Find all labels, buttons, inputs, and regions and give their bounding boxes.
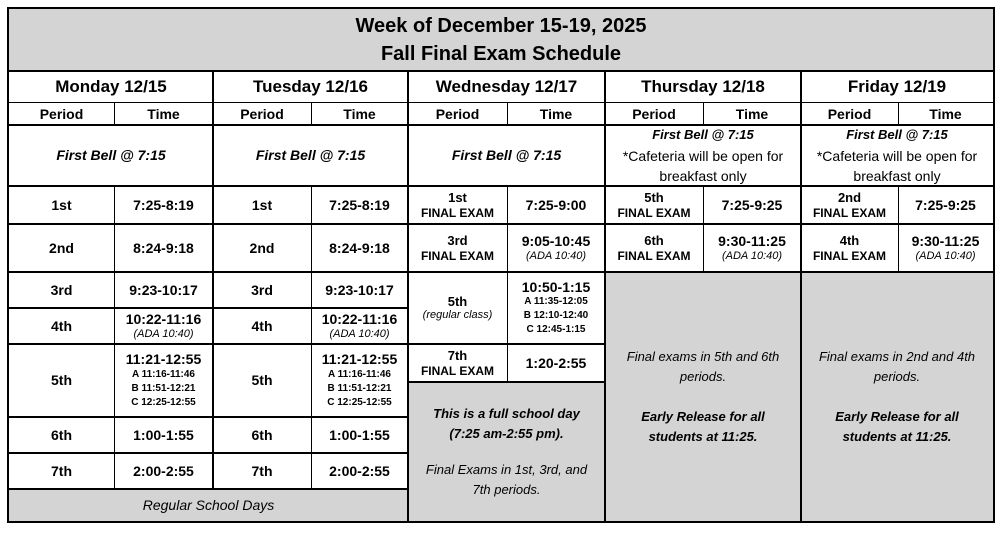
- friday-final-exam-4: FINAL EXAM: [812, 248, 887, 263]
- wednesday-time-7: 1:20-2:55: [525, 354, 587, 371]
- time-header: Time: [343, 105, 376, 122]
- tuesday-ada-note: (ADA 10:40): [329, 327, 390, 340]
- tuesday-time-5: 11:21-12:55: [321, 351, 398, 368]
- wednesday-lunch-b: B 12:10-12:40: [523, 310, 589, 322]
- grid-line: [9, 223, 408, 225]
- tuesday-time-3: 9:23-10:17: [325, 281, 394, 298]
- grid-line: [114, 186, 115, 489]
- friday-time-4-cell: [898, 224, 993, 272]
- wednesday-period-1-cell: [408, 186, 507, 224]
- grid-line: [212, 71, 214, 489]
- period-header: Period: [240, 105, 284, 122]
- monday-period-4: 4th: [51, 317, 72, 334]
- grid-line: [311, 186, 312, 489]
- thursday-final-exam-6: FINAL EXAM: [617, 248, 691, 263]
- tuesday-time-1: 7:25-8:19: [329, 196, 390, 213]
- thursday-period-5-cell: [605, 186, 703, 224]
- wednesday-lunch-c: C 12:45-1:15: [526, 324, 586, 336]
- grid-line: [604, 71, 606, 521]
- first-bell-thursday: First Bell @ 7:15: [652, 127, 754, 142]
- friday-time-2: 7:25-9:25: [915, 196, 976, 213]
- period-header: Period: [632, 105, 676, 122]
- tuesday-period-3: 3rd: [251, 281, 273, 298]
- tuesday-time-4-cell: [311, 308, 408, 344]
- monday-time-5: 11:21-12:55: [125, 351, 202, 368]
- wednesday-final-exam-1: FINAL EXAM: [420, 205, 495, 220]
- time-header: Time: [147, 105, 180, 122]
- tuesday-period-2: 2nd: [249, 239, 275, 256]
- wednesday-time-3: 9:05-10:45: [521, 233, 591, 249]
- grid-line: [898, 186, 899, 272]
- monday-period-6: 6th: [51, 426, 72, 443]
- period-header: Period: [435, 105, 480, 122]
- cafeteria-note-thursday: *Cafeteria will be open for breakfast only: [622, 147, 784, 184]
- wednesday-final-exam-3: FINAL EXAM: [420, 248, 495, 263]
- monday-time-1: 7:25-8:19: [133, 196, 194, 213]
- wednesday-time-5: 10:50-1:15: [521, 278, 591, 295]
- friday-early-release: Early Release for all students at 11:25.: [835, 408, 959, 444]
- grid-line: [703, 186, 704, 272]
- thursday-ada-note: (ADA 10:40): [721, 249, 783, 262]
- wednesday-final-exam-7: FINAL EXAM: [420, 363, 495, 378]
- grid-line: [407, 71, 409, 521]
- tuesday-lunch-b: B 11:51-12:21: [327, 382, 392, 394]
- monday-period-5: 5th: [51, 372, 72, 389]
- grid-line: [898, 103, 899, 125]
- monday-lunch-b: B 11:51-12:21: [131, 382, 196, 394]
- wednesday-lunch-a: A 11:35-12:05: [524, 296, 588, 308]
- monday-lunch-c: C 12:25-12:55: [131, 396, 196, 408]
- tuesday-time-6: 1:00-1:55: [329, 426, 390, 443]
- time-header: Time: [735, 105, 769, 122]
- monday-lunch-a: A 11:16-11:46: [131, 368, 195, 380]
- friday-period-2-cell: [801, 186, 898, 224]
- grid-line: [605, 223, 993, 225]
- first-bell-monday: First Bell @ 7:15: [56, 147, 166, 164]
- thursday-time-6-cell: [703, 224, 801, 272]
- grid-line: [311, 103, 312, 125]
- first-bell-friday: First Bell @ 7:15: [846, 127, 948, 142]
- period-header: Period: [827, 105, 872, 122]
- wednesday-period-5-cell: [408, 272, 507, 344]
- tuesday-period-4: 4th: [251, 317, 273, 334]
- period-header: Period: [39, 105, 84, 122]
- grid-line: [9, 70, 993, 72]
- wednesday-regular-class-note: (regular class): [422, 309, 493, 322]
- grid-line: [9, 416, 408, 418]
- monday-time-6: 1:00-1:55: [133, 426, 194, 443]
- monday-period-7: 7th: [51, 462, 72, 479]
- wednesday-period-1: 1st: [448, 190, 467, 205]
- thursday-final-exam-5: FINAL EXAM: [617, 205, 691, 220]
- wednesday-period-7: 7th: [447, 348, 468, 363]
- monday-time-3: 9:23-10:17: [129, 281, 198, 298]
- friday-ada-note: (ADA 10:40): [915, 249, 976, 262]
- monday-time-4: 10:22-11:16: [125, 311, 202, 327]
- friday-final-exams-note: Final exams in 2nd and 4th periods.: [818, 348, 976, 384]
- title-block: [9, 9, 993, 71]
- grid-line: [9, 452, 408, 454]
- thursday-early-release: Early Release for all students at 11:25.: [641, 408, 765, 444]
- wednesday-period-3-cell: [408, 224, 507, 272]
- tuesday-time-5-cell: [311, 344, 408, 417]
- tuesday-lunch-c: C 12:25-12:55: [327, 396, 392, 408]
- monday-period-1: 1st: [51, 196, 72, 213]
- day-thursday: Thursday 12/18: [641, 76, 765, 96]
- cafeteria-note-friday: *Cafeteria will be open for breakfast only: [816, 147, 978, 184]
- time-header: Time: [539, 105, 573, 122]
- wednesday-time-3-cell: [507, 224, 605, 272]
- monday-ada-note: (ADA 10:40): [133, 327, 194, 340]
- grid-line: [605, 271, 993, 273]
- grid-line: [9, 271, 408, 273]
- wednesday-period-7-cell: [408, 344, 507, 382]
- thursday-time-6: 9:30-11:25: [718, 233, 786, 249]
- day-wednesday: Wednesday 12/17: [435, 76, 578, 96]
- monday-period-2: 2nd: [49, 239, 74, 256]
- grid-line: [800, 71, 802, 521]
- day-tuesday: Tuesday 12/16: [253, 76, 368, 96]
- first-bell-wednesday: First Bell @ 7:15: [451, 147, 562, 164]
- friday-period-2: 2nd: [837, 190, 862, 205]
- monday-time-5-cell: [114, 344, 213, 417]
- friday-time-4: 9:30-11:25: [911, 233, 980, 249]
- friday-final-exam-2: FINAL EXAM: [812, 205, 887, 220]
- wednesday-note-block: [408, 382, 605, 521]
- day-friday: Friday 12/19: [847, 76, 947, 96]
- first-bell-thursday-cell: [605, 125, 801, 186]
- monday-period-3: 3rd: [50, 281, 73, 298]
- grid-line: [9, 185, 993, 187]
- schedule-table: [7, 7, 995, 523]
- wednesday-period-3: 3rd: [447, 233, 468, 248]
- tuesday-lunch-a: A 11:16-11:46: [327, 368, 391, 380]
- time-header: Time: [929, 105, 962, 122]
- grid-line: [9, 343, 408, 345]
- monday-time-4-cell: [114, 308, 213, 344]
- grid-line: [9, 102, 993, 103]
- wednesday-final-exams-note: Final Exams in 1st, 3rd, and 7th periods.: [425, 461, 588, 497]
- tuesday-time-2: 8:24-9:18: [329, 239, 390, 256]
- first-bell-friday-cell: [801, 125, 993, 186]
- thursday-note-block: [605, 272, 801, 521]
- wednesday-period-5: 5th: [447, 293, 468, 309]
- thursday-period-6: 6th: [644, 233, 664, 248]
- title-week: Week of December 15-19, 2025: [355, 15, 647, 37]
- thursday-final-exams-note: Final exams in 5th and 6th periods.: [626, 348, 780, 384]
- tuesday-period-6: 6th: [251, 426, 273, 443]
- tuesday-period-1: 1st: [251, 196, 273, 213]
- friday-period-4-cell: [801, 224, 898, 272]
- wednesday-ada-note: (ADA 10:40): [525, 249, 587, 262]
- day-monday: Monday 12/15: [55, 76, 167, 96]
- tuesday-time-7: 2:00-2:55: [329, 462, 390, 479]
- grid-line: [9, 307, 408, 309]
- wednesday-full-day-note: This is a full school day (7:25 am-2:55 pm).: [433, 405, 580, 441]
- tuesday-period-7: 7th: [251, 462, 273, 479]
- tuesday-time-4: 10:22-11:16: [321, 311, 398, 327]
- grid-line: [9, 488, 408, 490]
- grid-line: [9, 124, 993, 126]
- wednesday-time-1: 7:25-9:00: [525, 196, 587, 213]
- thursday-period-5: 5th: [644, 190, 664, 205]
- tuesday-period-5: 5th: [251, 372, 273, 389]
- first-bell-tuesday: First Bell @ 7:15: [255, 147, 366, 164]
- monday-time-2: 8:24-9:18: [133, 239, 194, 256]
- friday-period-4: 4th: [839, 233, 860, 248]
- title-schedule: Fall Final Exam Schedule: [380, 43, 622, 65]
- thursday-period-6-cell: [605, 224, 703, 272]
- friday-note-block: [801, 272, 993, 521]
- regular-days-footer: Regular School Days: [9, 489, 408, 521]
- grid-line: [703, 103, 704, 125]
- thursday-time-5: 7:25-9:25: [721, 196, 783, 213]
- grid-line: [114, 103, 115, 125]
- wednesday-time-5-cell: [507, 272, 605, 344]
- monday-time-7: 2:00-2:55: [133, 462, 194, 479]
- grid-line: [507, 186, 508, 382]
- grid-line: [507, 103, 508, 125]
